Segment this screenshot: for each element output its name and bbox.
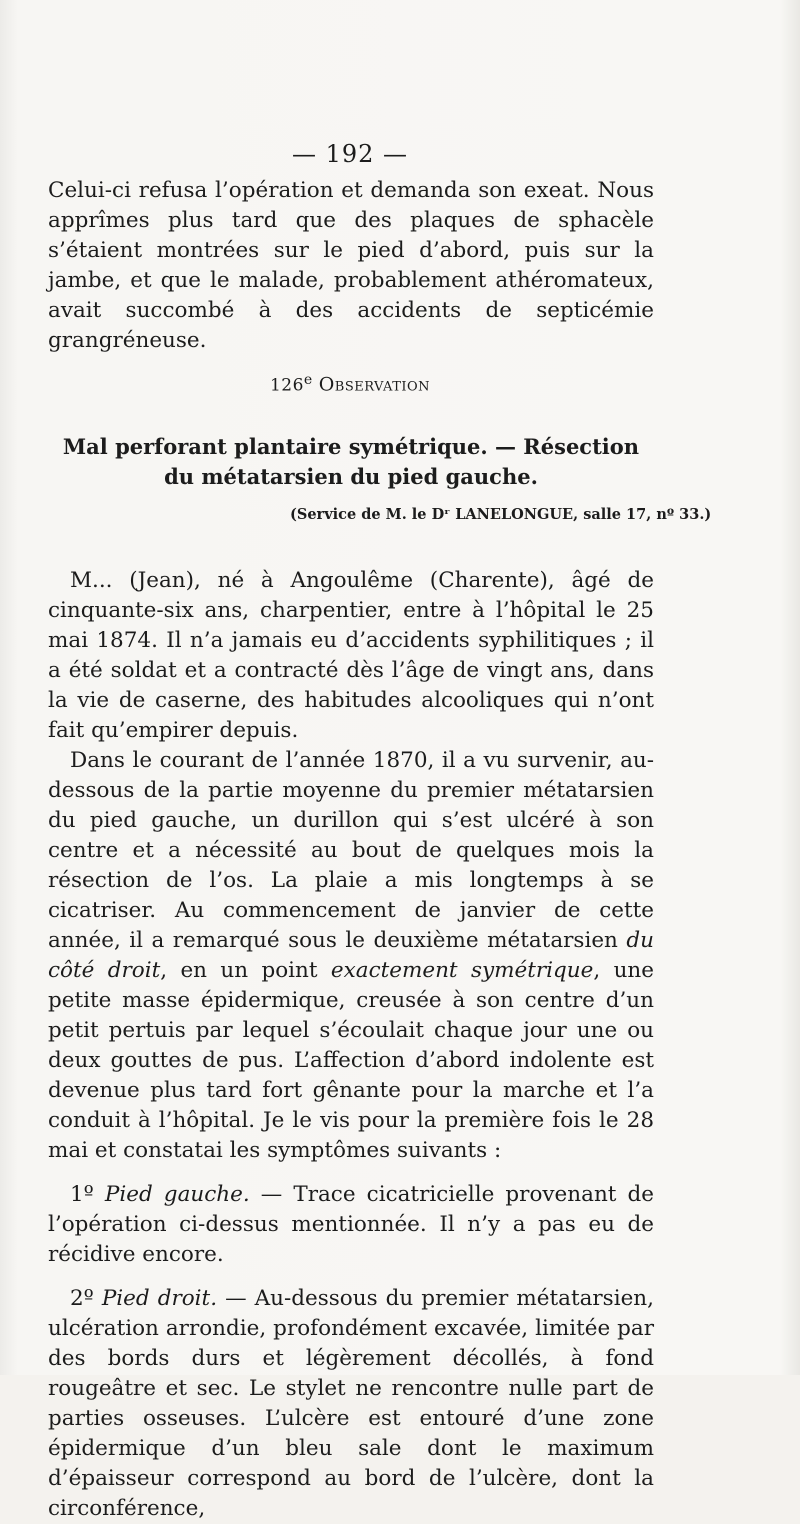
observation-heading [0,372,700,396]
right-foot-paragraph [48,1284,654,1524]
observation-superscript: e [303,372,313,388]
left-foot-paragraph [48,1180,654,1270]
case-body [48,566,654,1524]
history-emphasis-1: du côté droit [48,928,654,983]
spacer [48,1270,654,1284]
right-foot-label: Pied droit. [101,1286,218,1311]
right-foot-number: 2º [70,1286,102,1311]
page-number: — 192 — [291,140,409,168]
left-foot-label: Pied gauche. [104,1182,250,1207]
history-text-1: Dans le courant de l’année 1870, il a vu survenir, au-dessous de la partie moyenne du premier métatarsien du pied gauche, un durillon qui s’est ulcéré à son centre et a nécessité au bout de quelques mois la résection de l’os. La plaie a mis longtemps à se cicatriser. Au commencement de janvier de cette année, il a remarqué sous le deuxième métatarsien [48,748,654,953]
observation-number: 126 [269,375,304,396]
history-emphasis-2: exactement symétrique [330,958,594,983]
service-note: (Service de M. le Dʳ LANELONGUE, salle 17, nº 33.) [290,506,712,523]
intro-paragraph [48,176,654,356]
left-foot-number: 1º [70,1182,105,1207]
right-foot-text: — Au-dessous du premier métatarsien, ulcération arrondie, profondément excavée, limitée par des bords durs et légèrement décollés, à fond rougeâtre et sec. Le stylet ne rencontre nulle part de parties osseuses. L’ulcère est entouré d’une zone épidermique d’un bleu sale dont le maximum d’épaisseur correspond au bord de l’ulcère, dont la circonférence, [48,1286,654,1521]
case-title: Mal perforant plantaire symétrique. — Résection du métatarsien du pied gauche. [62,434,640,489]
intro-paragraph-text: Celui-ci refusa l’opération et demanda son exeat. Nous apprîmes plus tard que des plaques de sphacèle s’étaient montrées sur le pied d’abord, puis sur la jambe, et que le malade, probablement athéromateux, avait succombé à des accidents de septicémie grangréneuse. [48,178,654,353]
history-text-3: , une petite masse épidermique, creusée à son centre d’un petit pertuis par lequel s’écoulait chaque jour une ou deux gouttes de pus. L’affection d’abord indolente est devenue plus tard fort gênante pour la marche et l’a conduit à l’hôpital. Je le vis pour la première fois le 28 mai et constatai les symptômes suivants : [48,958,655,1163]
history-paragraph [48,746,654,1166]
left-foot-text: — Trace cicatricielle provenant de l’opération ci-dessus mentionnée. Il n’y a pas eu de récidive encore. [48,1182,655,1267]
observation-label: Observation [318,373,431,396]
patient-paragraph: M... (Jean), né à Angoulême (Charente), âgé de cinquante-six ans, charpentier, entre à l’hôpital le 25 mai 1874. Il n’a jamais eu d’accidents syphilitiques ; il a été soldat et a contracté dès l’âge de vingt ans, dans la vie de caserne, des habitudes alcooliques qui n’ont fait qu’empirer depuis. [48,568,654,743]
history-text-2: , en un point [160,958,331,983]
spacer [48,1166,654,1180]
